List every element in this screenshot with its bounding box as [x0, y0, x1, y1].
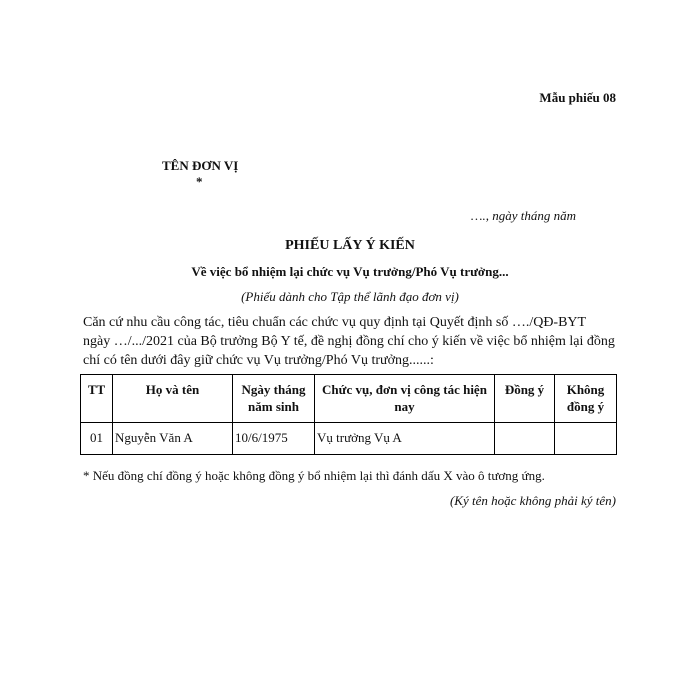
form-code: Mẫu phiếu 08	[539, 90, 616, 105]
header-dob: Ngày tháng năm sinh	[233, 375, 315, 423]
cell-disagree-checkbox[interactable]	[555, 423, 617, 455]
header-disagree: Không đồng ý	[555, 375, 617, 423]
table-header-row	[81, 375, 617, 423]
cell-agree-checkbox[interactable]	[495, 423, 555, 455]
intro-paragraph	[83, 313, 623, 370]
audience-note: (Phiếu dành cho Tập thể lãnh đạo đơn vị)	[241, 289, 459, 304]
page-subtitle: Về việc bổ nhiệm lại chức vụ Vụ trưởng/Phó Vụ trưởng...	[191, 264, 509, 279]
cell-name: Nguyễn Văn A	[113, 423, 233, 455]
cell-dob: 10/6/1975	[233, 423, 315, 455]
header-position: Chức vụ, đơn vị công tác hiện nay	[315, 375, 495, 423]
intro-line: chí có tên dưới đây giữ chức vụ Vụ trưởng/Phó Vụ trưởng......:	[83, 353, 434, 368]
unit-star: *	[196, 174, 203, 189]
header-name: Họ và tên	[113, 375, 233, 423]
cell-position: Vụ trưởng Vụ A	[315, 423, 495, 455]
page-title: PHIẾU LẤY Ý KIẾN	[285, 238, 415, 253]
candidate-table	[80, 374, 617, 455]
table-row	[81, 423, 617, 455]
instruction-note: * Nếu đồng chí đồng ý hoặc không đồng ý bổ nhiệm lại thì đánh dấu X vào ô tương ứng.	[83, 468, 545, 483]
signature-note: (Ký tên hoặc không phải ký tên)	[449, 493, 616, 508]
intro-line: ngày …/.../2021 của Bộ trưởng Bộ Y tế, đề nghị đồng chí cho ý kiến về việc bổ nhiệm lại đồng	[83, 334, 615, 349]
cell-tt: 01	[81, 423, 113, 455]
unit-name: TÊN ĐƠN VỊ	[162, 158, 239, 173]
intro-line: Căn cứ nhu cầu công tác, tiêu chuẩn các chức vụ quy định tại Quyết định số …./QĐ-BYT	[83, 315, 587, 330]
header-agree: Đồng ý	[495, 375, 555, 423]
header-tt: TT	[81, 375, 113, 423]
date-line: …., ngày tháng năm	[470, 208, 576, 223]
